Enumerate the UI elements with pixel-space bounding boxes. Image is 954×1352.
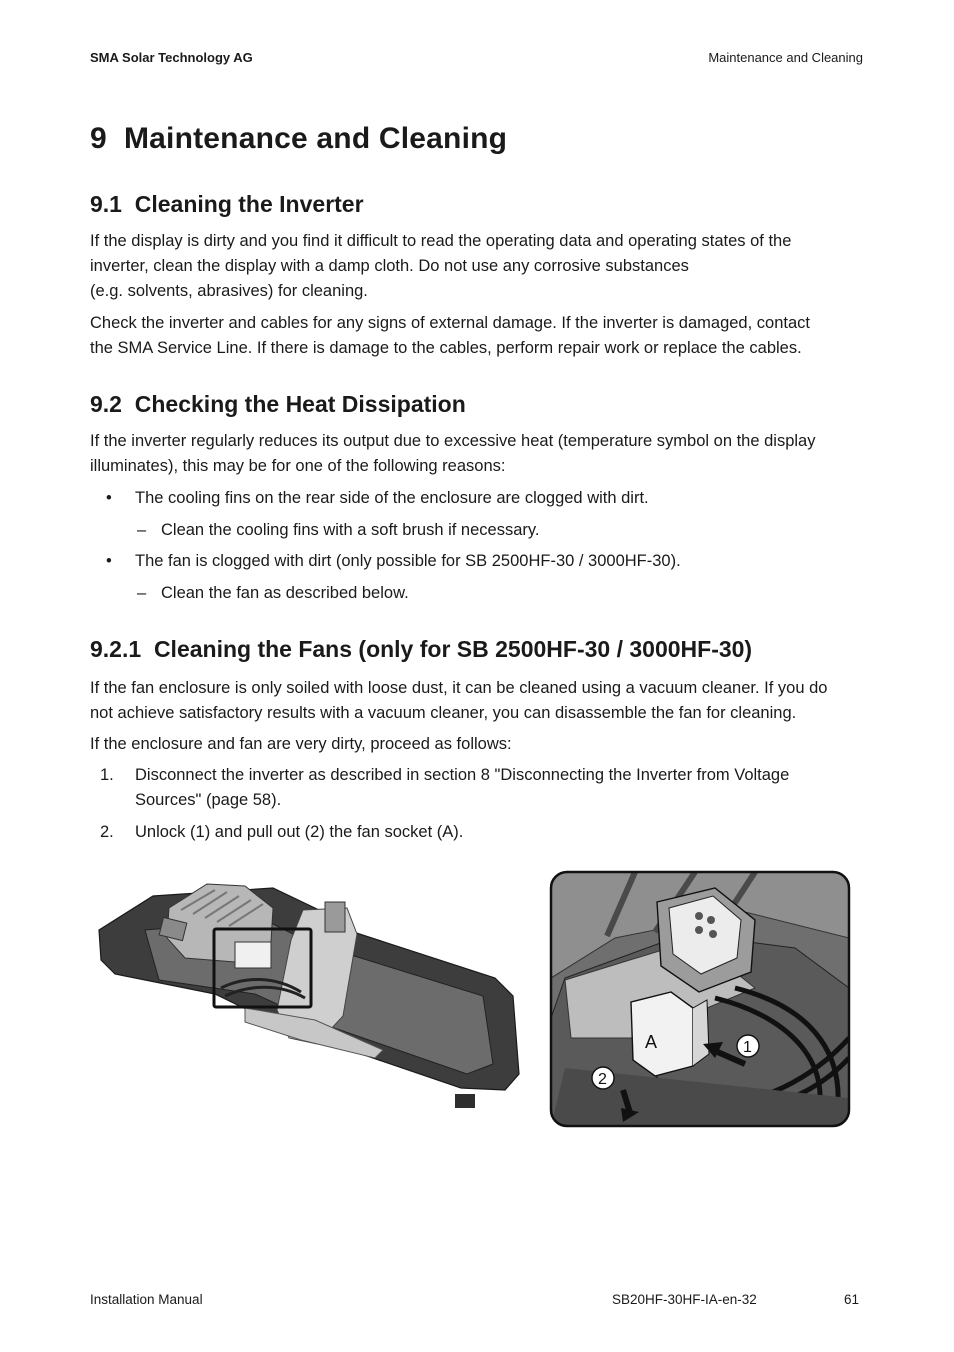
section-number: 9.2 [90,391,122,417]
callout-label-1: 1 [743,1039,752,1056]
footer-doc-code: SB20HF-30HF-IA-en-32 [612,1292,757,1307]
section-heading-9-2 [90,391,466,418]
text-line: If the inverter regularly reduces its output due to excessive heat (temperature symbol on the display [90,432,816,450]
step-text-disconnect [135,763,865,813]
text-line: Sources" (page 58). [135,791,282,809]
fan-socket-illustration [95,868,855,1130]
bullet-marker: • [106,489,112,507]
text-line: illuminates), this may be for one of the following reasons: [90,457,506,475]
step-number: 2. [100,823,114,841]
chapter-title: Maintenance and Cleaning [123,122,508,155]
paragraph-very-dirty: If the enclosure and fan are very dirty, proceed as follows: [90,735,512,753]
enclosure-overview-drawing [99,884,519,1108]
text-line: the SMA Service Line. If there is damage to the cables, perform repair work or replace the cables. [90,339,802,357]
step-text-unlock: Unlock (1) and pull out (2) the fan socket (A). [135,823,464,841]
text-line: (e.g. solvents, abrasives) for cleaning. [90,282,368,300]
section-number: 9.1 [90,191,122,217]
bullet-item-fan-clogged: The fan is clogged with dirt (only possible for SB 2500HF-30 / 3000HF-30). [135,552,681,570]
footer-page-number: 61 [844,1292,860,1307]
sub-item-clean-fins: Clean the cooling fins with a soft brush if necessary. [161,521,540,539]
paragraph-fan-vacuum [90,676,865,726]
text-line: Check the inverter and cables for any signs of external damage. If the inverter is damaged, contact [90,314,810,332]
page-header-section: Maintenance and Cleaning [708,50,863,65]
paragraph-heat-intro [90,429,865,479]
dash-marker: – [137,584,147,602]
step-number: 1. [100,766,114,784]
paragraph-display-cleaning [90,229,865,304]
paragraph-damage-check [90,311,865,361]
section-title: Cleaning the Inverter [134,191,364,217]
bullet-item-cooling-fins: The cooling fins on the rear side of the enclosure are clogged with dirt. [135,489,649,507]
bullet-marker: • [106,552,112,570]
section-title: Checking the Heat Dissipation [134,391,466,417]
dash-marker: – [137,521,147,539]
callout-label-2: 2 [598,1071,607,1088]
page-header-company: SMA Solar Technology AG [90,50,253,65]
sub-item-clean-fan: Clean the fan as described below. [161,584,409,602]
footer-doc-type: Installation Manual [90,1292,203,1307]
section-heading-9-1 [90,191,364,218]
text-line: If the display is dirty and you find it difficult to read the operating data and operating states of the [90,232,792,250]
subsection-number: 9.2.1 [90,636,142,662]
text-line: not achieve satisfactory results with a vacuum cleaner, you can disassemble the fan for cleaning. [90,704,797,722]
fan-socket-detail-drawing [551,872,849,1126]
text-line: Disconnect the inverter as described in section 8 "Disconnecting the Inverter from Voltage [135,766,790,784]
subsection-heading-9-2-1 [90,636,752,663]
chapter-heading [90,122,507,156]
chapter-number: 9 [90,122,107,155]
text-line: If the fan enclosure is only soiled with loose dust, it can be cleaned using a vacuum cleaner. If you do [90,679,828,697]
text-line: inverter, clean the display with a damp cloth. Do not use any corrosive substances [90,257,689,275]
subsection-title: Cleaning the Fans (only for SB 2500HF-30 / 3000HF-30) [153,636,753,662]
callout-label-a: A [645,1032,658,1052]
